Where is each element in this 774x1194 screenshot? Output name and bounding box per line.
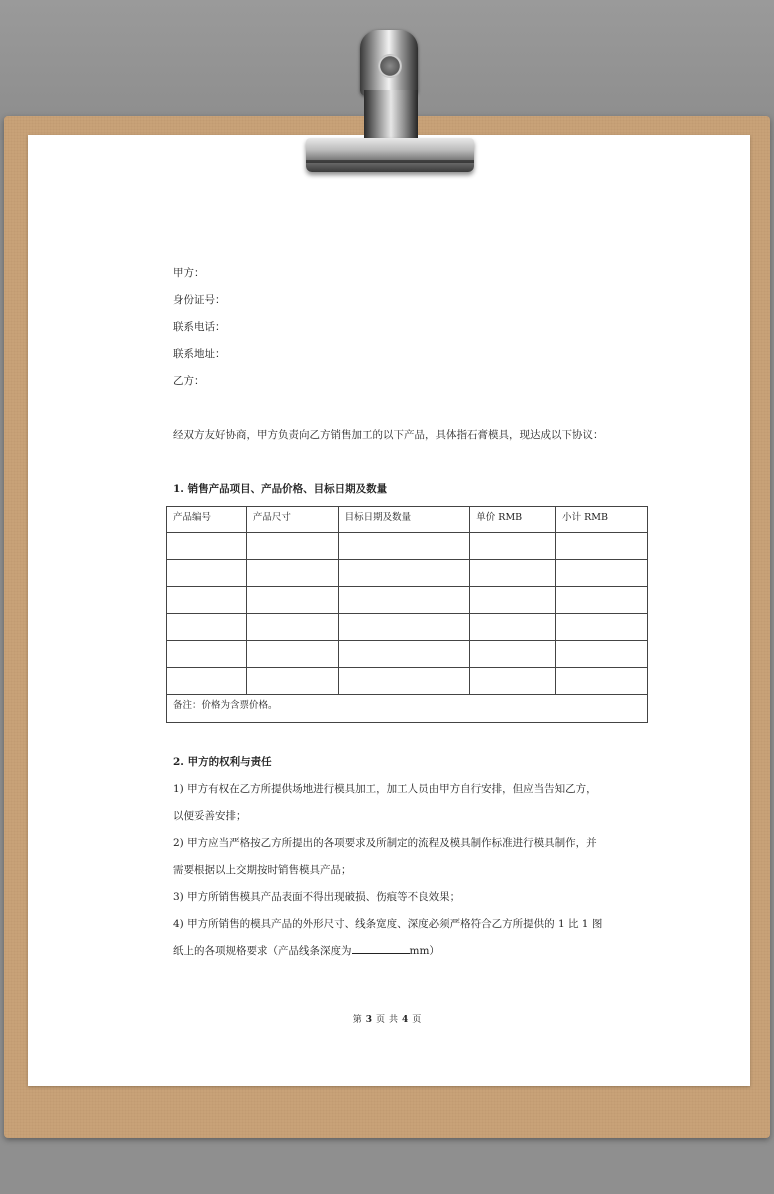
id-number-label: 身份证号：: [173, 294, 226, 306]
products-table: [166, 506, 648, 723]
table-cell[interactable]: [556, 560, 648, 587]
table-cell[interactable]: [470, 560, 556, 587]
table-cell[interactable]: [246, 560, 338, 587]
table-cell[interactable]: [167, 614, 247, 641]
table-cell[interactable]: [246, 614, 338, 641]
table-cell[interactable]: [167, 668, 247, 695]
table-cell[interactable]: [167, 587, 247, 614]
clause-4-line-1: 4) 甲方所销售的模具产品的外形尺寸、线条宽度、深度必须严格符合乙方所提供的 1 比 1 图: [173, 918, 603, 930]
page-total: 4: [402, 1015, 409, 1025]
clause-4-line-2: [173, 943, 440, 958]
clause-1-line-2: 以便妥善安排；: [173, 810, 247, 822]
table-cell[interactable]: [470, 668, 556, 695]
clause-4-suffix: mm）: [409, 945, 440, 957]
table-cell[interactable]: [167, 560, 247, 587]
depth-blank-field[interactable]: [352, 943, 410, 954]
table-cell[interactable]: [470, 614, 556, 641]
table-cell[interactable]: [338, 560, 470, 587]
table-cell[interactable]: [167, 641, 247, 668]
table-row: [167, 587, 648, 614]
table-cell[interactable]: [338, 614, 470, 641]
table-cell[interactable]: [246, 641, 338, 668]
table-cell[interactable]: [246, 668, 338, 695]
table-note-row: [167, 695, 648, 723]
party-a-label: 甲方：: [173, 267, 205, 279]
phone-label: 联系电话：: [173, 321, 226, 333]
clause-3: 3) 甲方所销售模具产品表面不得出现破损、伤痕等不良效果；: [173, 891, 461, 903]
section2-heading: 2. 甲方的权利与责任: [173, 756, 272, 768]
table-cell[interactable]: [338, 641, 470, 668]
table-header-row: [167, 507, 648, 533]
page-label-2: 页: [375, 1015, 385, 1025]
price-note: 备注：价格为含票价格。: [167, 695, 648, 723]
table-cell[interactable]: [338, 668, 470, 695]
table-cell[interactable]: [556, 587, 648, 614]
page-footer: [0, 1012, 774, 1025]
table-cell[interactable]: [556, 533, 648, 560]
col-header-target-date-qty: 目标日期及数量: [338, 507, 470, 533]
col-header-subtotal: 小计 RMB: [556, 507, 648, 533]
clause-2-line-2: 需要根据以上交期按时销售模具产品；: [173, 864, 352, 876]
page-label-3: 共: [389, 1015, 399, 1025]
table-row: [167, 533, 648, 560]
table-row: [167, 560, 648, 587]
table-cell[interactable]: [556, 668, 648, 695]
table-cell[interactable]: [556, 641, 648, 668]
table-cell[interactable]: [556, 614, 648, 641]
table-cell[interactable]: [167, 533, 247, 560]
address-label: 联系地址：: [173, 348, 226, 360]
clause-1-line-1: 1) 甲方有权在乙方所提供场地进行模具加工，加工人员由甲方自行安排，但应当告知乙方，: [173, 783, 597, 795]
table-cell[interactable]: [338, 587, 470, 614]
table-row: [167, 614, 648, 641]
party-b-label: 乙方：: [173, 375, 205, 387]
page-label-1: 第: [352, 1015, 362, 1025]
col-header-product-size: 产品尺寸: [246, 507, 338, 533]
table-cell[interactable]: [470, 587, 556, 614]
table-cell[interactable]: [246, 533, 338, 560]
table-cell[interactable]: [338, 533, 470, 560]
section1-heading: 1. 销售产品项目、产品价格、目标日期及数量: [173, 483, 388, 495]
col-header-product-id: 产品编号: [167, 507, 247, 533]
clause-2-line-1: 2) 甲方应当严格按乙方所提出的各项要求及所制定的流程及模具制作标准进行模具制作，并: [173, 837, 597, 849]
table-cell[interactable]: [246, 587, 338, 614]
table-row: [167, 668, 648, 695]
col-header-unit-price: 单价 RMB: [470, 507, 556, 533]
intro-paragraph: 经双方友好协商，甲方负责向乙方销售加工的以下产品，具体指石膏模具，现达成以下协议：: [173, 429, 604, 441]
table-row: [167, 641, 648, 668]
page-current: 3: [365, 1015, 372, 1025]
clause-4-prefix: 纸上的各项规格要求（产品线条深度为: [173, 945, 352, 957]
table-cell[interactable]: [470, 641, 556, 668]
page-label-4: 页: [412, 1015, 422, 1025]
table-cell[interactable]: [470, 533, 556, 560]
